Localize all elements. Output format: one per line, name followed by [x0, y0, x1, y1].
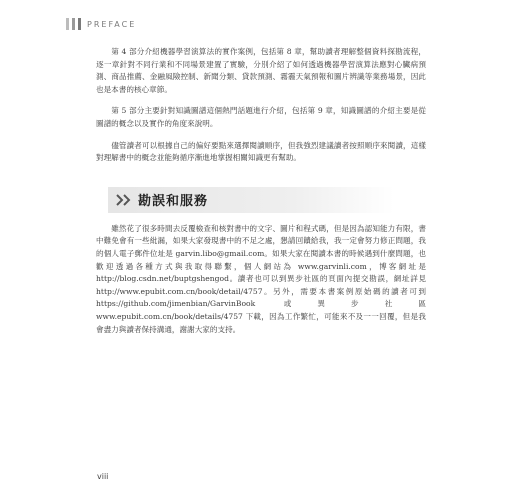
page-number: viii [97, 472, 109, 481]
paragraph-reading-order: 儘管讀者可以根據自己的偏好要點來選擇閱讀順序，但我強烈建議讀者按照順序來閱讀，這樣對理解書中的概念並能夠循序漸進地掌握相關知識更有幫助。 [96, 140, 426, 163]
double-chevron-right-icon [116, 194, 132, 206]
page-content [96, 46, 426, 345]
paragraph-part4: 第 4 部分介紹機器學習演算法的實作案例，包括第 8 章，幫助讀者理解整個資料探勘流程，逐一章針對不同行業和不同場景建置了實驗，分別介紹了如何透過機器學習演算法應對心臟病預測、商品推薦、金融風險控制、新聞分類、貸款預測、霧霾天氣預報和圖片辨識等業務場景，因此也是本書的核心章節。 [96, 47, 426, 94]
section-heading [108, 187, 394, 213]
paragraph-errata-service: 雖然花了很多時間去反覆檢查和核對書中的文字、圖片和程式碼，但是因為認知能力有限，書中難免會有一些紕漏，如果大家發現書中的不足之處，懇請回饋給我，我一定會努力修正問題，我的個人電子郵件位址是 garvin.libo@gmail.com。如果大家在閱讀本書的時候遇到什麼問題，也歡迎透過各種方式與我取得聯繫，個人網站為 www.garvinli.com，博客網址是 http://blog.csdn.net/buptgshengod。讀者也可以到異步社區的頁面內提交勘誤，網址詳見 http://www.epubit.com.cn/book/detail/4757。另外，需要本書案例原始碼的讀者可到 https://github.com/jimenbian/GarvinBook 或異步社區 www.epubit.com.cn/book/details/4757 下載，因為工作繁忙，可能來不及一一回覆，但是我會盡力與讀者保持溝通，謝謝大家的支持。 [96, 223, 426, 334]
header-ornament-icon [66, 18, 81, 30]
section-title: 勘誤和服務 [138, 194, 209, 210]
running-header [66, 13, 472, 35]
paragraph-part5: 第 5 部分主要針對知識圖譜這個熱門話題進行介紹，包括第 9 章，知識圖譜的介紹主要是從圖譜的概念以及實作的角度來說明。 [96, 106, 426, 128]
header-label: PREFACE [87, 19, 137, 29]
